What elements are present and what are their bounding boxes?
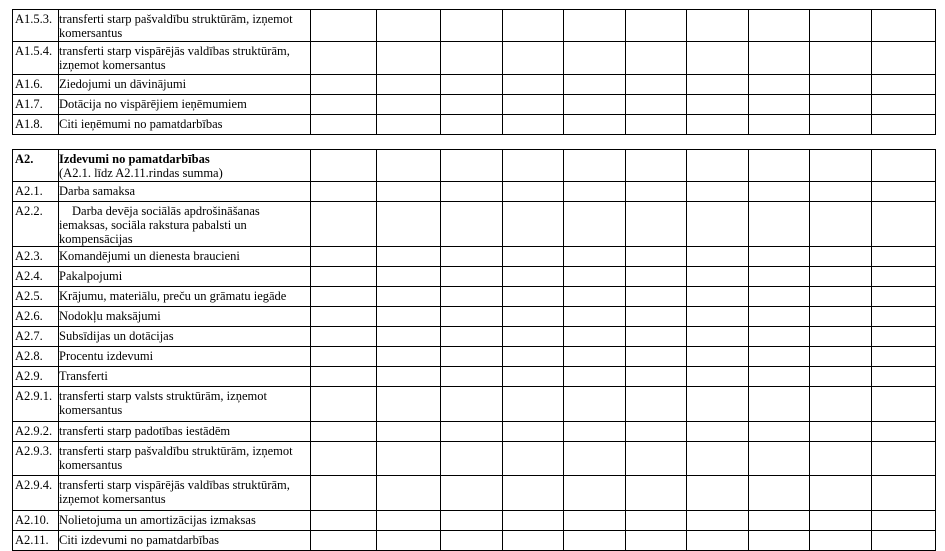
table-row — [13, 387, 936, 422]
value-cell[interactable] — [749, 115, 810, 135]
value-cell[interactable] — [626, 511, 687, 531]
value-cell[interactable] — [810, 422, 872, 442]
table-row — [13, 10, 936, 42]
row-description: Krājumu, materiālu, preču un grāmatu iegāde — [59, 287, 311, 307]
value-cell[interactable] — [810, 182, 872, 202]
row-code: A1.5.3. — [13, 10, 59, 42]
value-cell[interactable] — [626, 182, 687, 202]
value-cell[interactable] — [564, 115, 626, 135]
value-cell[interactable] — [626, 442, 687, 476]
table-row — [13, 75, 936, 95]
value-cell[interactable] — [810, 327, 872, 347]
value-cell[interactable] — [441, 267, 503, 287]
value-cell[interactable] — [872, 267, 936, 287]
row-description — [59, 150, 311, 182]
value-cell[interactable] — [311, 115, 377, 135]
value-cell[interactable] — [810, 476, 872, 511]
table-row — [13, 476, 936, 511]
value-cell[interactable] — [441, 287, 503, 307]
value-cell[interactable] — [311, 10, 377, 42]
value-cell[interactable] — [441, 442, 503, 476]
row-description: transferti starp pašvaldību struktūrām, izņemot komersantus — [59, 10, 311, 42]
row-description: transferti starp valsts struktūrām, izņemot komersantus — [59, 387, 311, 422]
value-cell[interactable] — [749, 422, 810, 442]
value-cell[interactable] — [441, 422, 503, 442]
value-cell[interactable] — [503, 327, 564, 347]
row-code: A1.8. — [13, 115, 59, 135]
value-cell[interactable] — [749, 10, 810, 42]
value-cell[interactable] — [810, 387, 872, 422]
value-cell[interactable] — [441, 247, 503, 267]
value-cell[interactable] — [311, 347, 377, 367]
value-cell[interactable] — [687, 367, 749, 387]
section-title: Izdevumi no pamatdarbības — [59, 152, 210, 166]
value-cell[interactable] — [749, 287, 810, 307]
value-cell[interactable] — [311, 42, 377, 75]
value-cell[interactable] — [810, 442, 872, 476]
value-cell[interactable] — [564, 307, 626, 327]
value-cell[interactable] — [872, 367, 936, 387]
value-cell[interactable] — [377, 247, 441, 267]
value-cell[interactable] — [687, 511, 749, 531]
value-cell[interactable] — [564, 95, 626, 115]
row-code: A2.5. — [13, 287, 59, 307]
value-cell[interactable] — [441, 95, 503, 115]
table-row — [13, 531, 936, 551]
value-cell[interactable] — [687, 247, 749, 267]
row-code: A2.9.4. — [13, 476, 59, 511]
value-cell[interactable] — [377, 115, 441, 135]
value-cell[interactable] — [810, 287, 872, 307]
value-cell[interactable] — [377, 367, 441, 387]
value-cell[interactable] — [441, 202, 503, 247]
value-cell[interactable] — [441, 511, 503, 531]
row-code: A2.9.1. — [13, 387, 59, 422]
row-code: A1.7. — [13, 95, 59, 115]
row-code: A2.11. — [13, 531, 59, 551]
value-cell[interactable] — [687, 42, 749, 75]
value-cell[interactable] — [810, 95, 872, 115]
table-row — [13, 511, 936, 531]
value-cell[interactable] — [503, 442, 564, 476]
value-cell[interactable] — [503, 182, 564, 202]
value-cell[interactable] — [626, 476, 687, 511]
row-code: A2.8. — [13, 347, 59, 367]
value-cell[interactable] — [810, 511, 872, 531]
value-cell[interactable] — [377, 42, 441, 75]
value-cell[interactable] — [749, 442, 810, 476]
value-cell[interactable] — [311, 247, 377, 267]
value-cell[interactable] — [626, 267, 687, 287]
value-cell[interactable] — [441, 387, 503, 422]
value-cell[interactable] — [749, 202, 810, 247]
value-cell[interactable] — [626, 327, 687, 347]
row-code: A1.5.4. — [13, 42, 59, 75]
value-cell[interactable] — [810, 42, 872, 75]
value-cell[interactable] — [564, 387, 626, 422]
value-cell[interactable] — [872, 150, 936, 182]
value-cell[interactable] — [377, 182, 441, 202]
value-cell[interactable] — [441, 10, 503, 42]
value-cell[interactable] — [749, 476, 810, 511]
value-cell[interactable] — [810, 247, 872, 267]
value-cell[interactable] — [441, 75, 503, 95]
row-code: A2.10. — [13, 511, 59, 531]
value-cell[interactable] — [503, 531, 564, 551]
value-cell[interactable] — [564, 347, 626, 367]
value-cell[interactable] — [377, 150, 441, 182]
value-cell[interactable] — [687, 267, 749, 287]
value-cell[interactable] — [749, 367, 810, 387]
value-cell[interactable] — [810, 115, 872, 135]
value-cell[interactable] — [564, 247, 626, 267]
value-cell[interactable] — [687, 182, 749, 202]
value-cell[interactable] — [626, 42, 687, 75]
table-row — [13, 115, 936, 135]
row-code: A2.9.3. — [13, 442, 59, 476]
row-description: Transferti — [59, 367, 311, 387]
value-cell[interactable] — [441, 150, 503, 182]
value-cell[interactable] — [377, 327, 441, 347]
value-cell[interactable] — [749, 42, 810, 75]
value-cell[interactable] — [749, 347, 810, 367]
value-cell[interactable] — [687, 150, 749, 182]
row-code: A2.9. — [13, 367, 59, 387]
value-cell[interactable] — [311, 511, 377, 531]
row-description: transferti starp padotības iestādēm — [59, 422, 311, 442]
value-cell[interactable] — [311, 387, 377, 422]
value-cell[interactable] — [810, 531, 872, 551]
value-cell[interactable] — [311, 150, 377, 182]
value-cell[interactable] — [311, 182, 377, 202]
value-cell[interactable] — [749, 267, 810, 287]
value-cell[interactable] — [564, 422, 626, 442]
value-cell[interactable] — [564, 531, 626, 551]
value-cell[interactable] — [564, 182, 626, 202]
value-cell[interactable] — [687, 115, 749, 135]
value-cell[interactable] — [687, 347, 749, 367]
row-code: A2.7. — [13, 327, 59, 347]
value-cell[interactable] — [503, 150, 564, 182]
value-cell[interactable] — [749, 247, 810, 267]
value-cell[interactable] — [872, 42, 936, 75]
value-cell[interactable] — [377, 531, 441, 551]
row-code: A2.4. — [13, 267, 59, 287]
value-cell[interactable] — [872, 247, 936, 267]
value-cell[interactable] — [687, 422, 749, 442]
value-cell[interactable] — [377, 476, 441, 511]
value-cell[interactable] — [564, 287, 626, 307]
value-cell[interactable] — [564, 267, 626, 287]
row-code: A2.3. — [13, 247, 59, 267]
value-cell[interactable] — [749, 511, 810, 531]
value-cell[interactable] — [872, 531, 936, 551]
value-cell[interactable] — [441, 182, 503, 202]
value-cell[interactable] — [311, 202, 377, 247]
value-cell[interactable] — [626, 150, 687, 182]
value-cell[interactable] — [626, 531, 687, 551]
row-description: Procentu izdevumi — [59, 347, 311, 367]
value-cell[interactable] — [687, 287, 749, 307]
value-cell[interactable] — [749, 307, 810, 327]
value-cell[interactable] — [810, 347, 872, 367]
value-cell[interactable] — [441, 307, 503, 327]
value-cell[interactable] — [311, 531, 377, 551]
value-cell[interactable] — [503, 202, 564, 247]
value-cell[interactable] — [749, 387, 810, 422]
value-cell[interactable] — [441, 42, 503, 75]
value-cell[interactable] — [311, 367, 377, 387]
value-cell[interactable] — [626, 75, 687, 95]
value-cell[interactable] — [687, 75, 749, 95]
row-description: Nolietojuma un amortizācijas izmaksas — [59, 511, 311, 531]
value-cell[interactable] — [872, 115, 936, 135]
row-description: Citi ieņēmumi no pamatdarbības — [59, 115, 311, 135]
value-cell[interactable] — [749, 531, 810, 551]
value-cell[interactable] — [872, 287, 936, 307]
value-cell[interactable] — [311, 95, 377, 115]
value-cell[interactable] — [441, 115, 503, 135]
value-cell[interactable] — [626, 387, 687, 422]
value-cell[interactable] — [810, 75, 872, 95]
table-row — [13, 347, 936, 367]
value-cell[interactable] — [311, 75, 377, 95]
value-cell[interactable] — [564, 75, 626, 95]
value-cell[interactable] — [749, 327, 810, 347]
value-cell[interactable] — [810, 150, 872, 182]
value-cell[interactable] — [311, 442, 377, 476]
value-cell[interactable] — [749, 182, 810, 202]
value-cell[interactable] — [441, 476, 503, 511]
value-cell[interactable] — [503, 115, 564, 135]
table-row — [13, 307, 936, 327]
value-cell[interactable] — [810, 202, 872, 247]
table-row — [13, 287, 936, 307]
value-cell[interactable] — [564, 511, 626, 531]
value-cell[interactable] — [626, 115, 687, 135]
value-cell[interactable] — [377, 422, 441, 442]
value-cell[interactable] — [872, 10, 936, 42]
value-cell[interactable] — [564, 150, 626, 182]
table-row — [13, 267, 936, 287]
row-description: Subsīdijas un dotācijas — [59, 327, 311, 347]
value-cell[interactable] — [687, 307, 749, 327]
row-description: Darba samaksa — [59, 182, 311, 202]
value-cell[interactable] — [626, 95, 687, 115]
value-cell[interactable] — [749, 75, 810, 95]
value-cell[interactable] — [503, 476, 564, 511]
value-cell[interactable] — [311, 307, 377, 327]
table-row — [13, 95, 936, 115]
value-cell[interactable] — [687, 442, 749, 476]
value-cell[interactable] — [377, 387, 441, 422]
value-cell[interactable] — [311, 267, 377, 287]
value-cell[interactable] — [626, 422, 687, 442]
row-description: Darba devēja sociālās apdrošināšanas iemaksas, sociāla rakstura pabalsti un kompensācijas — [59, 202, 311, 247]
value-cell[interactable] — [810, 367, 872, 387]
value-cell[interactable] — [503, 307, 564, 327]
value-cell[interactable] — [377, 287, 441, 307]
value-cell[interactable] — [377, 267, 441, 287]
table-row — [13, 367, 936, 387]
value-cell[interactable] — [626, 307, 687, 327]
value-cell[interactable] — [564, 476, 626, 511]
value-cell[interactable] — [377, 347, 441, 367]
value-cell[interactable] — [441, 367, 503, 387]
value-cell[interactable] — [687, 10, 749, 42]
value-cell[interactable] — [872, 476, 936, 511]
row-description: transferti starp pašvaldību struktūrām, izņemot komersantus — [59, 442, 311, 476]
value-cell[interactable] — [503, 10, 564, 42]
table-row — [13, 247, 936, 267]
value-cell[interactable] — [810, 10, 872, 42]
value-cell[interactable] — [626, 247, 687, 267]
value-cell[interactable] — [503, 422, 564, 442]
value-cell[interactable] — [872, 511, 936, 531]
table-row — [13, 42, 936, 75]
table-row — [13, 182, 936, 202]
value-cell[interactable] — [687, 531, 749, 551]
value-cell[interactable] — [311, 287, 377, 307]
row-code: A2.2. — [13, 202, 59, 247]
value-cell[interactable] — [872, 182, 936, 202]
value-cell[interactable] — [377, 75, 441, 95]
table-row — [13, 327, 936, 347]
table-row — [13, 442, 936, 476]
value-cell[interactable] — [749, 95, 810, 115]
value-cell[interactable] — [441, 327, 503, 347]
value-cell[interactable] — [311, 476, 377, 511]
value-cell[interactable] — [626, 10, 687, 42]
value-cell[interactable] — [872, 387, 936, 422]
row-description: Komandējumi un dienesta braucieni — [59, 247, 311, 267]
value-cell[interactable] — [872, 422, 936, 442]
value-cell[interactable] — [872, 307, 936, 327]
value-cell[interactable] — [872, 202, 936, 247]
value-cell[interactable] — [810, 307, 872, 327]
value-cell[interactable] — [441, 531, 503, 551]
row-description: Dotācija no vispārējiem ieņēmumiem — [59, 95, 311, 115]
row-code: A2.6. — [13, 307, 59, 327]
value-cell[interactable] — [377, 442, 441, 476]
value-cell[interactable] — [311, 422, 377, 442]
row-description: transferti starp vispārējās valdības struktūrām, izņemot komersantus — [59, 42, 311, 75]
table-row — [13, 422, 936, 442]
value-cell[interactable] — [687, 95, 749, 115]
value-cell[interactable] — [503, 367, 564, 387]
budget-table-a1 — [12, 9, 936, 135]
value-cell[interactable] — [503, 511, 564, 531]
value-cell[interactable] — [872, 75, 936, 95]
value-cell[interactable] — [503, 75, 564, 95]
section-subtitle: (A2.1. līdz A2.11.rindas summa) — [59, 166, 223, 180]
value-cell[interactable] — [377, 307, 441, 327]
value-cell[interactable] — [311, 327, 377, 347]
value-cell[interactable] — [377, 10, 441, 42]
value-cell[interactable] — [687, 327, 749, 347]
row-description: Pakalpojumi — [59, 267, 311, 287]
value-cell[interactable] — [441, 347, 503, 367]
value-cell[interactable] — [626, 287, 687, 307]
value-cell[interactable] — [503, 42, 564, 75]
value-cell[interactable] — [687, 476, 749, 511]
table-row — [13, 150, 936, 182]
row-code: A2.1. — [13, 182, 59, 202]
value-cell[interactable] — [503, 95, 564, 115]
value-cell[interactable] — [872, 95, 936, 115]
row-description: Ziedojumi un dāvinājumi — [59, 75, 311, 95]
value-cell[interactable] — [564, 10, 626, 42]
value-cell[interactable] — [564, 442, 626, 476]
value-cell[interactable] — [626, 202, 687, 247]
value-cell[interactable] — [626, 347, 687, 367]
value-cell[interactable] — [503, 267, 564, 287]
value-cell[interactable] — [564, 327, 626, 347]
table-row — [13, 202, 936, 247]
row-code: A2.9.2. — [13, 422, 59, 442]
value-cell[interactable] — [377, 95, 441, 115]
value-cell[interactable] — [503, 247, 564, 267]
row-code: A1.6. — [13, 75, 59, 95]
row-description: Citi izdevumi no pamatdarbības — [59, 531, 311, 551]
row-code: A2. — [13, 150, 59, 182]
value-cell[interactable] — [564, 42, 626, 75]
row-description: Nodokļu maksājumi — [59, 307, 311, 327]
value-cell[interactable] — [503, 387, 564, 422]
value-cell[interactable] — [564, 367, 626, 387]
value-cell[interactable] — [503, 347, 564, 367]
budget-table-a2 — [12, 149, 936, 551]
value-cell[interactable] — [503, 287, 564, 307]
value-cell[interactable] — [626, 367, 687, 387]
value-cell[interactable] — [749, 150, 810, 182]
value-cell[interactable] — [810, 267, 872, 287]
value-cell[interactable] — [872, 347, 936, 367]
value-cell[interactable] — [687, 387, 749, 422]
value-cell[interactable] — [687, 202, 749, 247]
value-cell[interactable] — [377, 202, 441, 247]
value-cell[interactable] — [872, 327, 936, 347]
value-cell[interactable] — [872, 442, 936, 476]
value-cell[interactable] — [564, 202, 626, 247]
row-description: transferti starp vispārējās valdības struktūrām, izņemot komersantus — [59, 476, 311, 511]
value-cell[interactable] — [377, 511, 441, 531]
